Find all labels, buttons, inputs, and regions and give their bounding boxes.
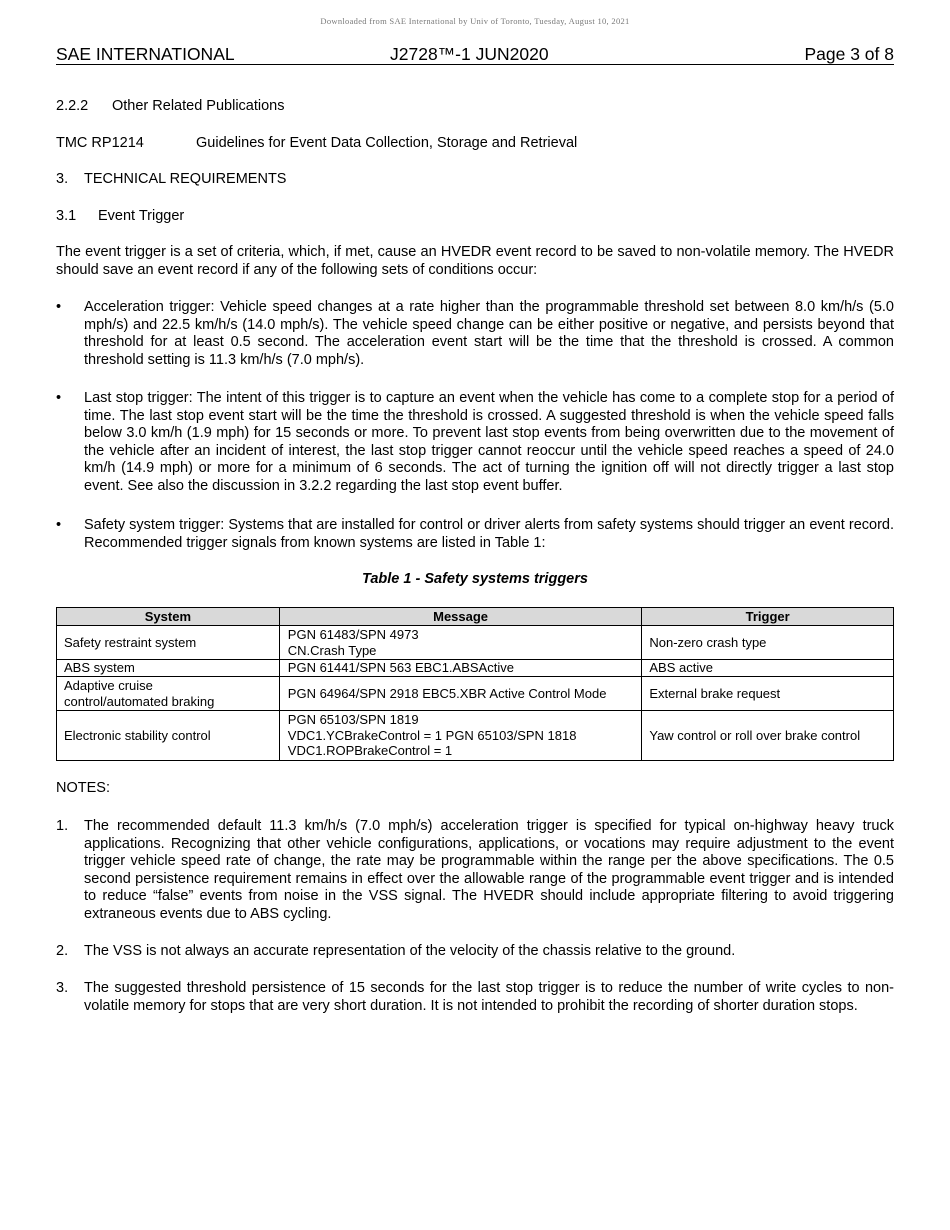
intro-paragraph: The event trigger is a set of criteria, which, if met, cause an HVEDR event record to be saved to non-volatile memory. The HVEDR should save an event record if any of the following sets of conditions occur: [56, 244, 894, 278]
cell-text: PGN 61483/SPN 4973 [287, 627, 419, 642]
column-header-trigger: Trigger [642, 608, 894, 626]
note-number: 2. [56, 943, 69, 959]
cell-message [279, 660, 642, 677]
cell-message [279, 626, 642, 660]
section-title-2-2-2: Other Related Publications [112, 98, 285, 114]
cell-trigger: Yaw control or roll over brake control [642, 711, 894, 761]
section-number-2-2-2: 2.2.2 [56, 98, 89, 114]
notes-heading: NOTES: [56, 780, 110, 796]
cell-text: control/automated braking [64, 693, 215, 709]
bullet-safety-system-trigger: Safety system trigger: Systems that are installed for control or driver alerts from safety systems should trigger an event record. Recommended trigger signals from known systems are listed in Table 1: [84, 517, 894, 551]
cell-system [57, 677, 280, 711]
safety-triggers-table [56, 607, 894, 761]
cell-system [57, 711, 280, 761]
table-row [57, 660, 894, 677]
note-number: 1. [56, 818, 69, 834]
bullet-marker: • [56, 299, 62, 315]
note-number: 3. [56, 980, 69, 996]
page-header [56, 44, 894, 65]
bullet-marker: • [56, 517, 62, 533]
cell-text: Safety restraint system [64, 634, 197, 650]
table-header-row [57, 608, 894, 626]
cell-text: VDC1.YCBrakeControl = 1 PGN 65103/SPN 1818 [287, 727, 577, 743]
note-2: The VSS is not always an accurate representation of the velocity of the chassis relative to the ground. [84, 943, 736, 959]
publication-code: TMC RP1214 [56, 135, 144, 151]
cell-text: CN.Crash Type [287, 642, 377, 658]
cell-message [279, 677, 642, 711]
table-row [57, 626, 894, 660]
header-document-number: J2728™-1 JUN2020 [390, 44, 549, 64]
header-page-number: Page 3 of 8 [804, 44, 894, 64]
table-row [57, 711, 894, 761]
bullet-marker: • [56, 390, 62, 406]
table-caption: Table 1 - Safety systems triggers [362, 571, 588, 587]
section-title-3-1: Event Trigger [98, 208, 185, 224]
section-number-3: 3. [56, 171, 69, 187]
section-number-3-1: 3.1 [56, 208, 77, 224]
cell-text: Electronic stability control [64, 727, 211, 743]
bullet-last-stop-trigger: Last stop trigger: The intent of this trigger is to capture an event when the vehicle has come to a complete stop for a period of time. The last stop event start will be the time the threshold is crossed. A suggested threshold is when the vehicle speed falls below 3.0 km/h (1.9 mph) for 15 seconds or more. To prevent last stop events from being overwritten due to the movement of the vehicle after an incident of interest, the last stop trigger cannot reoccur until the vehicle speed reaches a speed of 24.0 km/h (14.9 mph) or more for a minimum of 6 seconds. The act of turning the ignition off will not directly trigger a last stop event. See also the discussion in 3.2.2 regarding the last stop event buffer. [84, 390, 894, 494]
cell-text: PGN 64964/SPN 2918 EBC5.XBR Active Control Mode [287, 685, 607, 701]
column-header-system: System [57, 608, 280, 626]
bullet-acceleration-trigger: Acceleration trigger: Vehicle speed changes at a rate higher than the programmable threshold set between 8.0 km/h/s (5.0 mph/s) and 22.5 km/h/s (14.0 mph/s). The vehicle speed change can be either positive or negative, and persists beyond that threshold for at least 0.5 second. The acceleration event start will be the time that the threshold is crossed. A common threshold setting is 11.3 km/h/s (7.0 mph/s). [84, 299, 894, 368]
table-row [57, 677, 894, 711]
cell-message [279, 711, 642, 761]
cell-trigger: External brake request [642, 677, 894, 711]
cell-text: Adaptive cruise [64, 678, 153, 693]
cell-trigger: Non-zero crash type [642, 626, 894, 660]
cell-system [57, 660, 280, 677]
note-3: The suggested threshold persistence of 15 seconds for the last stop trigger is to reduce the number of write cycles to non-volatile memory for stops that are very short duration. It is not intended to prohibit the recording of shorter duration stops. [84, 980, 894, 1014]
note-1: The recommended default 11.3 km/h/s (7.0 mph/s) acceleration trigger is specified for typical on-highway heavy truck applications. Recognizing that other vehicle configurations, applications, or vocations may require adjustment to the event trigger vehicle speed rate of change, the rate may be programmable within the range per the above specifications. The 0.5 second persistence requirement remains in effect over the allowable range of the programmable event trigger and is intended to reduce “false” events from noise in the VSS signal. The HVEDR should include appropriate filtering to avoid triggering extraneous events due to ABS cycling. [84, 818, 894, 922]
download-watermark: Downloaded from SAE International by Univ of Toronto, Tuesday, August 10, 2021 [320, 16, 630, 26]
section-title-3: TECHNICAL REQUIREMENTS [84, 171, 287, 187]
cell-trigger: ABS active [642, 660, 894, 677]
cell-text: PGN 61441/SPN 563 EBC1.ABSActive [287, 660, 514, 676]
cell-text: ABS system [64, 660, 135, 676]
publication-title: Guidelines for Event Data Collection, Storage and Retrieval [196, 135, 578, 151]
cell-text: PGN 65103/SPN 1819 [287, 712, 419, 728]
cell-text: VDC1.ROPBrakeControl = 1 [287, 743, 453, 759]
cell-system [57, 626, 280, 660]
header-organization: SAE INTERNATIONAL [56, 44, 235, 64]
column-header-message: Message [279, 608, 642, 626]
